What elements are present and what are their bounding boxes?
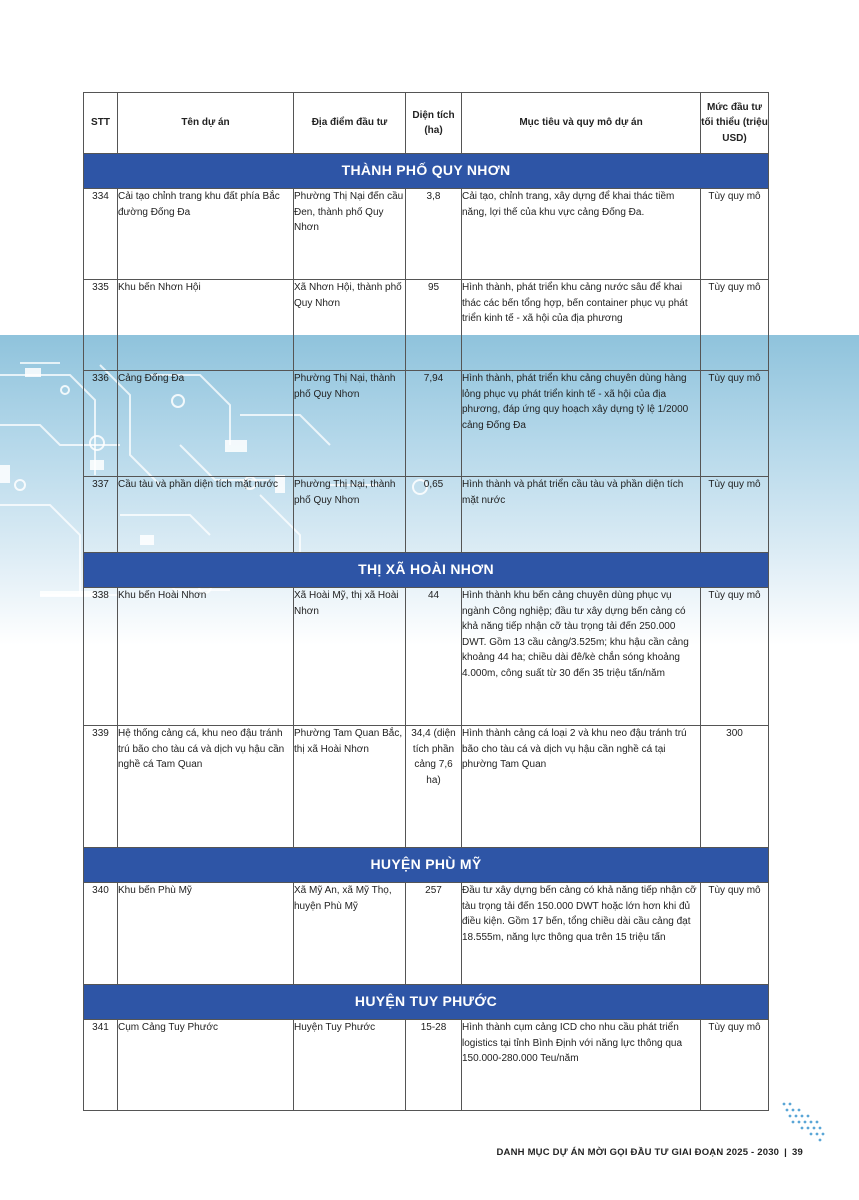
cell-stt: 339 <box>84 726 118 848</box>
header-stt: STT <box>84 93 118 154</box>
section-title: HUYỆN TUY PHƯỚC <box>84 985 769 1020</box>
cell-location: Phường Thị Nại đến cầu Đen, thành phố Quy Nhơn <box>294 189 406 280</box>
cell-area: 95 <box>406 280 462 371</box>
header-location: Địa điểm đầu tư <box>294 93 406 154</box>
cell-stt: 338 <box>84 588 118 726</box>
cell-objective: Đầu tư xây dựng bến cảng có khả năng tiếp nhận cỡ tàu trọng tải đến 150.000 DWT hoặc lớn hơn khi đủ điều kiện. Gồm 17 bến, tổng chiều dài cầu cảng đạt 18.555m, năng lực thông qua trên 15 triệu tấn <box>462 883 701 985</box>
cell-investment: Tùy quy mô <box>701 280 769 371</box>
cell-project-name: Khu bến Hoài Nhơn <box>118 588 294 726</box>
footer-title: DANH MỤC DỰ ÁN MỜI GỌI ĐẦU TƯ GIAI ĐOẠN 2025 - 2030 <box>496 1147 780 1158</box>
cell-location: Phường Tam Quan Bắc, thị xã Hoài Nhơn <box>294 726 406 848</box>
header-project-name: Tên dự án <box>118 93 294 154</box>
cell-objective: Hình thành cảng cá loại 2 và khu neo đậu tránh trú bão cho tàu cá và dịch vụ hậu cần nghề cá tại phường Tam Quan <box>462 726 701 848</box>
cell-investment: Tùy quy mô <box>701 1020 769 1111</box>
table-row <box>84 1020 769 1111</box>
cell-objective: Cải tạo, chỉnh trang, xây dựng để khai thác tiềm năng, lợi thế của khu vực cảng Đống Đa. <box>462 189 701 280</box>
table-row <box>84 477 769 553</box>
table-row <box>84 189 769 280</box>
cell-area: 257 <box>406 883 462 985</box>
cell-stt: 334 <box>84 189 118 280</box>
cell-location: Phường Thị Nại, thành phố Quy Nhơn <box>294 477 406 553</box>
page-footer <box>496 1147 803 1158</box>
table-row <box>84 726 769 848</box>
cell-investment: Tùy quy mô <box>701 588 769 726</box>
cell-project-name: Cảng Đống Đa <box>118 371 294 477</box>
cell-stt: 341 <box>84 1020 118 1111</box>
cell-location: Phường Thị Nại, thành phố Quy Nhơn <box>294 371 406 477</box>
section-header <box>84 553 769 588</box>
cell-area: 34,4 (diện tích phần cảng 7,6 ha) <box>406 726 462 848</box>
dot-pattern-decoration <box>778 1100 828 1145</box>
footer-separator: | <box>784 1147 788 1158</box>
cell-location: Xã Hoài Mỹ, thị xã Hoài Nhơn <box>294 588 406 726</box>
table-row <box>84 883 769 985</box>
table-row <box>84 371 769 477</box>
cell-location: Xã Mỹ An, xã Mỹ Thọ, huyện Phù Mỹ <box>294 883 406 985</box>
cell-stt: 337 <box>84 477 118 553</box>
cell-investment: Tùy quy mô <box>701 371 769 477</box>
section-title: HUYỆN PHÙ MỸ <box>84 848 769 883</box>
table-row <box>84 280 769 371</box>
table-row <box>84 588 769 726</box>
cell-objective: Hình thành và phát triển cầu tàu và phần diện tích mặt nước <box>462 477 701 553</box>
section-title: THÀNH PHỐ QUY NHƠN <box>84 154 769 189</box>
cell-area: 3,8 <box>406 189 462 280</box>
header-min-investment: Mức đầu tư tối thiểu (triệu USD) <box>701 93 769 154</box>
cell-investment: Tùy quy mô <box>701 189 769 280</box>
cell-area: 15-28 <box>406 1020 462 1111</box>
cell-investment: Tùy quy mô <box>701 477 769 553</box>
cell-objective: Hình thành, phát triển khu cảng nước sâu để khai thác các bến tổng hợp, bến container phục vụ phát triển kinh tế - xã hội của địa phương <box>462 280 701 371</box>
cell-area: 7,94 <box>406 371 462 477</box>
cell-stt: 336 <box>84 371 118 477</box>
section-header <box>84 154 769 189</box>
cell-project-name: Cầu tàu và phần diện tích mặt nước <box>118 477 294 553</box>
cell-project-name: Cải tạo chỉnh trang khu đất phía Bắc đường Đống Đa <box>118 189 294 280</box>
cell-project-name: Hệ thống cảng cá, khu neo đậu tránh trú bão cho tàu cá và dịch vụ hậu cần nghề cá Tam Quan <box>118 726 294 848</box>
projects-table <box>83 92 769 1111</box>
cell-area: 0,65 <box>406 477 462 553</box>
cell-objective: Hình thành, phát triển khu cảng chuyên dùng hàng lỏng phục vụ phát triển kinh tế - xã hội của địa phương, đáp ứng quy hoạch xây dựng tỷ lệ 1/2000 cảng Đống Đa <box>462 371 701 477</box>
cell-objective: Hình thành cụm cảng ICD cho nhu cầu phát triển logistics tại tỉnh Bình Định với năng lực thông qua 150.000-280.000 Teu/năm <box>462 1020 701 1111</box>
cell-investment: 300 <box>701 726 769 848</box>
cell-project-name: Khu bến Phù Mỹ <box>118 883 294 985</box>
table-header-row <box>84 93 769 154</box>
cell-investment: Tùy quy mô <box>701 883 769 985</box>
cell-location: Xã Nhơn Hội, thành phố Quy Nhơn <box>294 280 406 371</box>
cell-objective: Hình thành khu bến cảng chuyên dùng phục vụ ngành Công nghiệp; đầu tư xây dựng bến cảng có khả năng tiếp nhận cỡ tàu trọng tải đến 250.000 DWT. Gồm 13 cầu cảng/3.525m; khu hậu cần cảng khoảng 44 ha; chiều dài đê/kè chắn sóng khoảng 4.000m, công suất từ 30 đến 35 triệu tấn/năm <box>462 588 701 726</box>
cell-project-name: Khu bến Nhơn Hội <box>118 280 294 371</box>
header-objective: Mục tiêu và quy mô dự án <box>462 93 701 154</box>
cell-stt: 340 <box>84 883 118 985</box>
section-header <box>84 848 769 883</box>
section-title: THỊ XÃ HOÀI NHƠN <box>84 553 769 588</box>
cell-area: 44 <box>406 588 462 726</box>
page-number: 39 <box>792 1147 803 1158</box>
cell-project-name: Cụm Cảng Tuy Phước <box>118 1020 294 1111</box>
section-header <box>84 985 769 1020</box>
cell-location: Huyện Tuy Phước <box>294 1020 406 1111</box>
header-area: Diện tích (ha) <box>406 93 462 154</box>
cell-stt: 335 <box>84 280 118 371</box>
